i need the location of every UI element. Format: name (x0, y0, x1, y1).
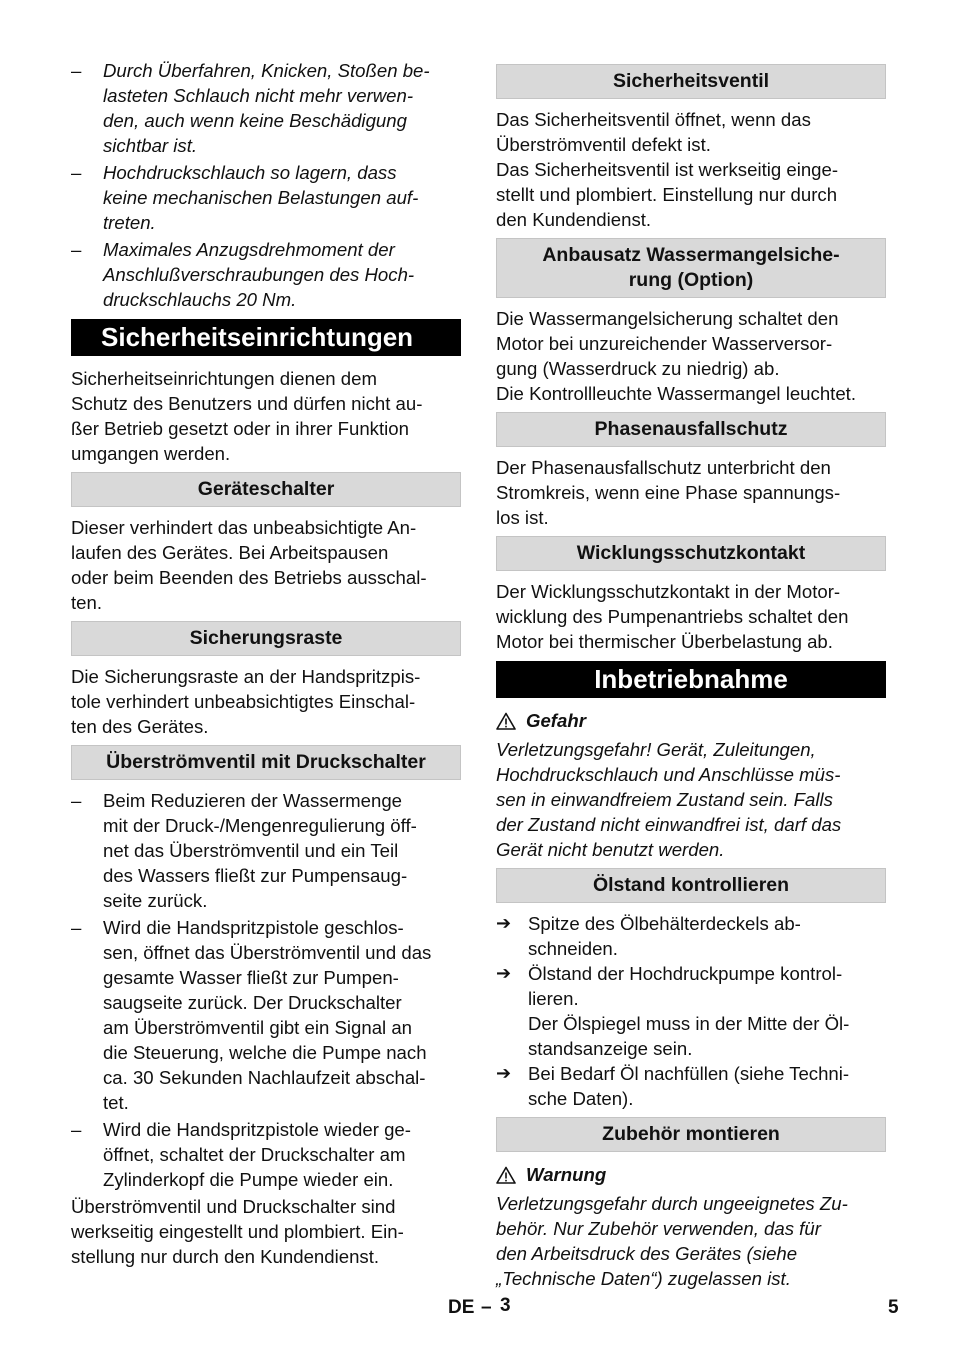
footer-dash: – (481, 1297, 492, 1318)
paragraph: Dieser verhindert das unbeabsichtigte An- laufen des Gerätes. Bei Arbeitspausen oder beim Beenden des Betriebs ausschal- ten. (71, 517, 427, 613)
bullet-text: Wird die Handspritzpistole geschlos- sen, öffnet das Überströmventil und das gesamte Wasser fließt zur Pumpen- saugseite zurück. Der Druckschalter am Überströmventil gibt ein Signal an die Steuerung, welche die Pumpe nach ca. 30 Sekunden Nachlaufzeit abschal- tet. (103, 917, 432, 1113)
section-intro: Sicherheitseinrichtungen dienen dem Schutz des Benutzers und dürfen nicht au- ßer Betrieb gesetzt oder in ihrer Funktion umgangen werden. (71, 368, 423, 464)
footer-section-page: 3 (500, 1295, 511, 1316)
bullet-text: Hochdruckschlauch so lagern, dass keine mechanischen Belastungen auf- treten. (103, 162, 419, 233)
left-column (71, 58, 461, 1269)
paragraph: Die Wassermangelsicherung schaltet den Motor bei unzureichender Wasserversor- gung (Wasserdruck zu niedrig) ab. Die Kontrollleuchte Wassermangel leuchtet. (496, 308, 856, 404)
arrow-right-icon: ➔ (496, 913, 512, 933)
dash-marker: – (71, 917, 82, 938)
bullet-item (71, 1117, 461, 1192)
subheading-ueberstroemventil: Überströmventil mit Druckschalter (71, 745, 461, 780)
notice-label: Warnung (526, 1164, 607, 1185)
step-text: Bei Bedarf Öl nachfüllen (siehe Techni- sche Daten). (528, 1063, 850, 1109)
dash-marker: – (71, 1119, 82, 1140)
warning-triangle-icon (496, 712, 516, 730)
warning-notice (496, 1162, 886, 1187)
subheading-geraeteschalter: Geräteschalter (71, 472, 461, 507)
paragraph: Die Sicherungsraste an der Handspritzpis- tole verhindert unbeabsichtigtes Einschal- ten des Gerätes. (71, 666, 421, 737)
arrow-right-icon: ➔ (496, 963, 512, 983)
step-text: Spitze des Ölbehälterdeckels ab- schneiden. (528, 913, 801, 959)
subheading-zubehoer: Zubehör montieren (496, 1117, 886, 1152)
bullet-text: Maximales Anzugsdrehmoment der Anschlußverschraubungen des Hoch- druckschlauchs 20 Nm. (103, 239, 415, 310)
section-heading-sicherheitseinrichtungen: Sicherheitseinrichtungen (71, 319, 461, 356)
step-item (496, 1061, 886, 1111)
right-column (496, 58, 886, 1291)
step-text: Ölstand der Hochdruckpumpe kontrol- lieren. Der Ölspiegel muss in der Mitte der Öl- standsanzeige sein. (528, 963, 850, 1059)
section-heading-inbetriebnahme: Inbetriebnahme (496, 661, 886, 698)
bullet-text: Durch Überfahren, Knicken, Stoßen be- lasteten Schlauch nicht mehr verwen- den, auch wenn keine Beschädigung sichtbar ist. (103, 60, 430, 156)
arrow-right-icon: ➔ (496, 1063, 512, 1083)
danger-notice (496, 708, 886, 733)
footer-lang: DE (448, 1297, 475, 1318)
step-item (496, 911, 886, 961)
page-number: 5 (888, 1297, 899, 1318)
bullet-text: Wird die Handspritzpistole wieder ge- öffnet, schaltet der Druckschalter am Zylinderkopf die Pumpe wieder ein. (103, 1119, 411, 1190)
subheading-wicklungsschutzkontakt: Wicklungsschutzkontakt (496, 536, 886, 571)
step-item (496, 961, 886, 1061)
paragraph: Das Sicherheitsventil öffnet, wenn das Überströmventil defekt ist. Das Sicherheitsventil ist werkseitig einge- stellt und plombiert. Einstellung nur durch den Kundendienst. (496, 109, 839, 230)
subheading-phasenausfallschutz: Phasenausfallschutz (496, 412, 886, 447)
subheading-sicherungsraste: Sicherungsraste (71, 621, 461, 656)
subheading-sicherheitsventil: Sicherheitsventil (496, 64, 886, 99)
bullet-item (71, 58, 461, 158)
notice-text: Verletzungsgefahr! Gerät, Zuleitungen, Hochdruckschlauch und Anschlüsse müs- sen in einwandfreiem Zustand sein. Falls der Zustand nicht einwandfrei ist, darf das Gerät nicht benutzt werden. (496, 739, 842, 860)
bullet-item (71, 160, 461, 235)
dash-marker: – (71, 162, 82, 183)
notice-label: Gefahr (526, 710, 586, 731)
subheading-oelstand: Ölstand kontrollieren (496, 868, 886, 903)
bullet-text: Beim Reduzieren der Wassermenge mit der Druck-/Mengenregulierung öff- net das Überströmventil und ein Teil des Wassers fließt zur Pumpensaug- seite zurück. (103, 790, 417, 911)
notice-text: Verletzungsgefahr durch ungeeignetes Zu- behör. Nur Zubehör verwenden, das für den Arbeitsdruck des Gerätes (siehe „Technische Daten“) zugelassen ist. (496, 1193, 848, 1289)
bullet-item (71, 788, 461, 913)
paragraph: Der Wicklungsschutzkontakt in der Motor- wicklung des Pumpenantriebs schaltet den Motor bei thermischer Überbelastung ab. (496, 581, 849, 652)
dash-marker: – (71, 790, 82, 811)
bullet-item (71, 915, 461, 1115)
paragraph: Überströmventil und Druckschalter sind werkseitig eingestellt und plombiert. Ein- stellung nur durch den Kundendienst. (71, 1196, 404, 1267)
dash-marker: – (71, 239, 82, 260)
bullet-item (71, 237, 461, 312)
dash-marker: – (71, 60, 82, 81)
paragraph: Der Phasenausfallschutz unterbricht den Stromkreis, wenn eine Phase spannungs- los ist. (496, 457, 841, 528)
warning-triangle-icon (496, 1166, 516, 1184)
subheading-wassermangelsicherung: Anbausatz Wassermangelsiche- rung (Option) (496, 238, 886, 298)
